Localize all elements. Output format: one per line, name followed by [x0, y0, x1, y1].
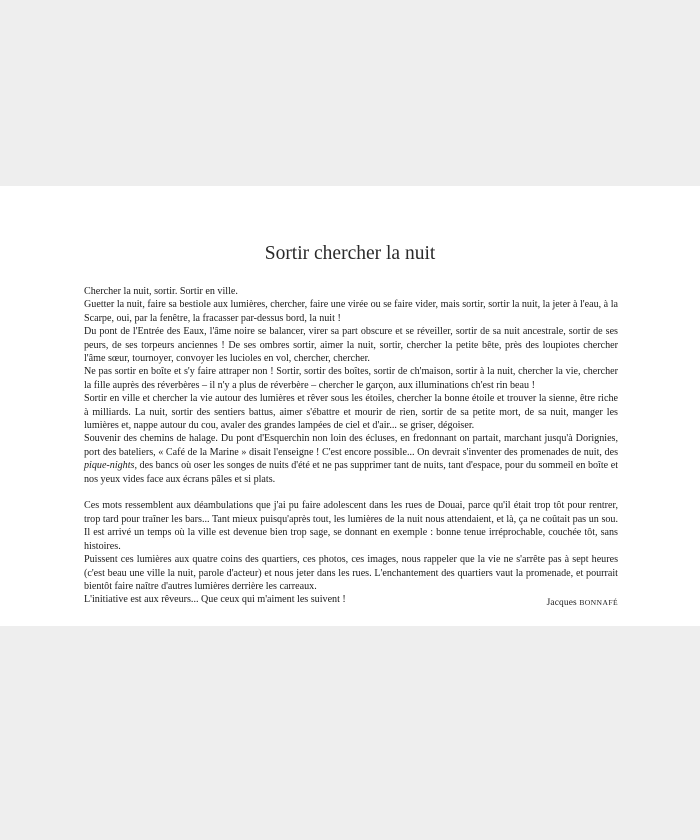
document-body	[84, 285, 618, 607]
document-title: Sortir chercher la nuit	[264, 243, 436, 264]
author-first-name: Jacques	[546, 598, 577, 608]
paragraph-text: Souvenir des chemins de halage. Du pont d'Esquerchin non loin des écluses, en fredonnant on partait, marchant jusqu'à Dorignies, port des bateliers, « Café de la Marine » disait l'enseigne ! C'est encore possible... On devrait s'inventer des promenades de nuit, des	[84, 433, 618, 458]
paragraph: Ces mots ressemblent aux déambulations que j'ai pu faire adolescent dans les rues de Douai, parce qu'il était trop tôt pour rentrer, trop tard pour traîner les bars... Tant mieux puisqu'après tout, les lumières de la nuit nous attendaient, et là, ça ne coûtait pas un sou. Il est arrivé un temps où la ville est devenue bien trop sage, se donnant en exemple : bonne tenue irréprochable, couchée tôt, sans histoires.	[84, 500, 618, 552]
paragraph: Ne pas sortir en boîte et s'y faire attraper non ! Sortir, sortir des boîtes, sortir de ch'maison, sortir à la nuit, chercher la vie, chercher la fille auprès des réverbères – il n'y a plus de réverbère – chercher le garçon, aux illuminations ch'est rin beau !	[84, 366, 618, 391]
paragraph-halage	[84, 432, 618, 486]
paragraph: L'initiative est aux rêveurs... Que ceux qui m'aiment les suivent !	[84, 594, 346, 606]
paragraph: Chercher la nuit, sortir. Sortir en ville.	[84, 286, 238, 297]
paragraph: Sortir en ville et chercher la vie autour des lumières et rêver sous les étoiles, chercher la bonne étoile et trouver la sienne, être riche à milliards. La nuit, sortir des sentiers battus, aimer s'ébattre et mourir de rien, sortir de sa petite mort, de sa nuit, manger les lumières et, nappe autour du cou, avaler des grandes lampées de ciel et d'air... se griser, dégoiser.	[84, 393, 618, 432]
document-page	[0, 186, 700, 626]
author-signature	[547, 597, 618, 609]
paragraph: Puissent ces lumières aux quatre coins des quartiers, ces photos, ces images, nous rappeler que la vie ne s'arrête pas à sept heures (c'est beau une ville la nuit, parole d'acteur) et nous jeter dans les rues. L'enchantement des quartiers vaut la promenade, et pourrait bientôt faire naître d'autres lumières derrière les carreaux.	[84, 554, 618, 592]
italic-term: pique-nights	[84, 460, 135, 472]
paragraph: Guetter la nuit, faire sa bestiole aux lumières, chercher, faire une virée ou se faire vider, mais sortir, sortir la nuit, la jeter à l'eau, à la Scarpe, oui, par la fenêtre, la fracasser par-dessus bord, la nuit !	[84, 299, 618, 324]
paragraph-text: , des bancs où oser les songes de nuits d'été et ne pas supprimer tant de nuits, tant d'espace, pour du sommeil en boîte et nos yeux vides face aux écrans pâles et si plats.	[84, 460, 618, 485]
author-last-name: BONNAFÉ	[579, 598, 618, 607]
paragraph: Du pont de l'Entrée des Eaux, l'âme noire se balancer, virer sa part obscure et se réveiller, sortir de sa nuit ancestrale, sortir de ses peurs, de ses torpeurs anciennes ! De ses ombres sortir, aimer la nuit, sortir, chercher la petite bête, près des loupiotes chercher l'âme sœur, tournoyer, convoyer les lucioles en vol, chercher, chercher.	[84, 326, 618, 365]
